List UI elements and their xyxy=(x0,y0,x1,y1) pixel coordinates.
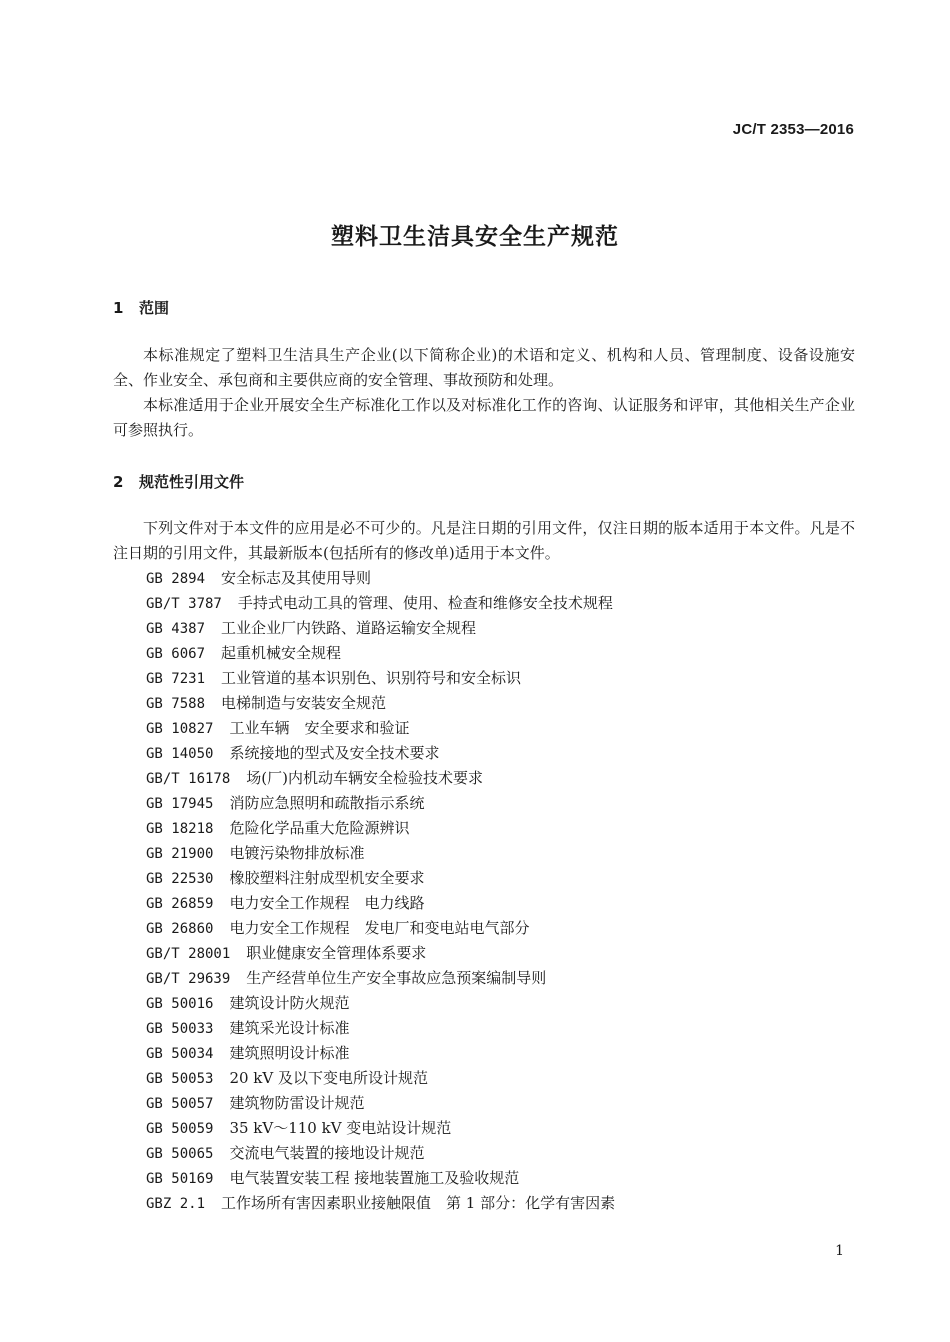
reference-title: 35 kV～110 kV 变电站设计规范 xyxy=(229,1119,452,1137)
section-title: 规范性引用文件 xyxy=(139,473,245,491)
section-title: 范围 xyxy=(139,299,170,317)
reference-title: 建筑采光设计标准 xyxy=(229,1019,350,1037)
reference-item xyxy=(146,566,615,591)
reference-item xyxy=(146,916,615,941)
reference-code: GB 50065 xyxy=(146,1146,214,1162)
section-number: 2 xyxy=(113,473,124,491)
reference-code: GBZ 2.1 xyxy=(146,1196,206,1212)
reference-code: GB 14050 xyxy=(146,746,214,762)
reference-title: 职业健康安全管理体系要求 xyxy=(246,944,427,962)
reference-code: GB 21900 xyxy=(146,846,214,862)
reference-title: 工业管道的基本识别色、识别符号和安全标识 xyxy=(221,669,522,687)
reference-code: GB 50034 xyxy=(146,1046,214,1062)
reference-code: GB 7588 xyxy=(146,696,206,712)
reference-item xyxy=(146,891,615,916)
reference-title: 起重机械安全规程 xyxy=(221,644,342,662)
reference-title: 系统接地的型式及安全技术要求 xyxy=(229,744,440,762)
reference-code: GB/T 29639 xyxy=(146,971,231,987)
reference-item xyxy=(146,691,615,716)
reference-code: GB 50033 xyxy=(146,1021,214,1037)
reference-code: GB 6067 xyxy=(146,646,206,662)
reference-item xyxy=(146,591,615,616)
reference-title: 电力安全工作规程 电力线路 xyxy=(229,894,425,912)
reference-item xyxy=(146,1066,615,1091)
reference-item xyxy=(146,1166,615,1191)
reference-code: GB 50169 xyxy=(146,1171,214,1187)
reference-title: 安全标志及其使用导则 xyxy=(221,569,372,587)
reference-code: GB 17945 xyxy=(146,796,214,812)
reference-item xyxy=(146,1141,615,1166)
reference-item xyxy=(146,741,615,766)
section-1-heading xyxy=(113,297,169,318)
reference-code: GB 50059 xyxy=(146,1121,214,1137)
section-1-paragraph-2: 本标准适用于企业开展安全生产标准化工作以及对标准化工作的咨询、认证服务和评审，其他相关生产企业可参照执行。 xyxy=(113,396,855,439)
reference-title: 20 kV 及以下变电所设计规范 xyxy=(229,1069,428,1087)
reference-code: GB 50016 xyxy=(146,996,214,1012)
reference-title: 橡胶塑料注射成型机安全要求 xyxy=(229,869,425,887)
reference-title: 工业企业厂内铁路、道路运输安全规程 xyxy=(221,619,477,637)
reference-item xyxy=(146,791,615,816)
reference-title: 电气装置安装工程 接地装置施工及验收规范 xyxy=(229,1169,520,1187)
reference-title: 建筑物防雷设计规范 xyxy=(229,1094,365,1112)
reference-code: GB 50053 xyxy=(146,1071,214,1087)
reference-title: 生产经营单位生产安全事故应急预案编制导则 xyxy=(246,969,547,987)
reference-item xyxy=(146,866,615,891)
reference-code: GB 26859 xyxy=(146,896,214,912)
reference-code: GB 18218 xyxy=(146,821,214,837)
reference-item xyxy=(146,1091,615,1116)
reference-list xyxy=(146,566,615,1216)
reference-code: GB 50057 xyxy=(146,1096,214,1112)
section-2-paragraph-1: 下列文件对于本文件的应用是必不可少的。凡是注日期的引用文件，仅注日期的版本适用于本文件。凡是不注日期的引用文件，其最新版本(包括所有的修改单)适用于本文件。 xyxy=(113,519,855,562)
reference-title: 建筑照明设计标准 xyxy=(229,1044,350,1062)
reference-title: 建筑设计防火规范 xyxy=(229,994,350,1012)
reference-title: 场(厂)内机动车辆安全检验技术要求 xyxy=(246,769,484,787)
reference-item xyxy=(146,1116,615,1141)
reference-item xyxy=(146,616,615,641)
reference-title: 手持式电动工具的管理、使用、检查和维修安全技术规程 xyxy=(237,594,613,612)
reference-code: GB 2894 xyxy=(146,571,206,587)
reference-title: 电梯制造与安装安全规范 xyxy=(221,694,387,712)
reference-code: GB 4387 xyxy=(146,621,206,637)
reference-title: 工业车辆 安全要求和验证 xyxy=(229,719,410,737)
standard-code: JC/T 2353—2016 xyxy=(732,121,854,138)
reference-item xyxy=(146,641,615,666)
reference-item xyxy=(146,816,615,841)
reference-title: 工作场所有害因素职业接触限值 第 1 部分：化学有害因素 xyxy=(221,1194,616,1212)
section-number: 1 xyxy=(113,299,124,317)
reference-code: GB 26860 xyxy=(146,921,214,937)
reference-code: GB/T 16178 xyxy=(146,771,231,787)
reference-code: GB 10827 xyxy=(146,721,214,737)
reference-item xyxy=(146,766,615,791)
document-title: 塑料卫生洁具安全生产规范 xyxy=(331,224,619,250)
reference-item xyxy=(146,941,615,966)
reference-code: GB 22530 xyxy=(146,871,214,887)
reference-title: 危险化学品重大危险源辨识 xyxy=(229,819,410,837)
reference-title: 消防应急照明和疏散指示系统 xyxy=(229,794,425,812)
reference-code: GB/T 28001 xyxy=(146,946,231,962)
section-2-heading xyxy=(113,471,244,492)
reference-code: GB/T 3787 xyxy=(146,596,222,612)
reference-code: GB 7231 xyxy=(146,671,206,687)
reference-title: 电力安全工作规程 发电厂和变电站电气部分 xyxy=(229,919,530,937)
reference-item xyxy=(146,1016,615,1041)
reference-item xyxy=(146,1191,615,1216)
reference-title: 交流电气装置的接地设计规范 xyxy=(229,1144,425,1162)
page-number: 1 xyxy=(835,1243,844,1259)
section-1-paragraph-1: 本标准规定了塑料卫生洁具生产企业(以下简称企业)的术语和定义、机构和人员、管理制度、设备设施安全、作业安全、承包商和主要供应商的安全管理、事故预防和处理。 xyxy=(113,346,855,389)
reference-item xyxy=(146,991,615,1016)
reference-item xyxy=(146,1041,615,1066)
reference-item xyxy=(146,841,615,866)
reference-item xyxy=(146,966,615,991)
reference-item xyxy=(146,666,615,691)
reference-title: 电镀污染物排放标准 xyxy=(229,844,365,862)
reference-item xyxy=(146,716,615,741)
